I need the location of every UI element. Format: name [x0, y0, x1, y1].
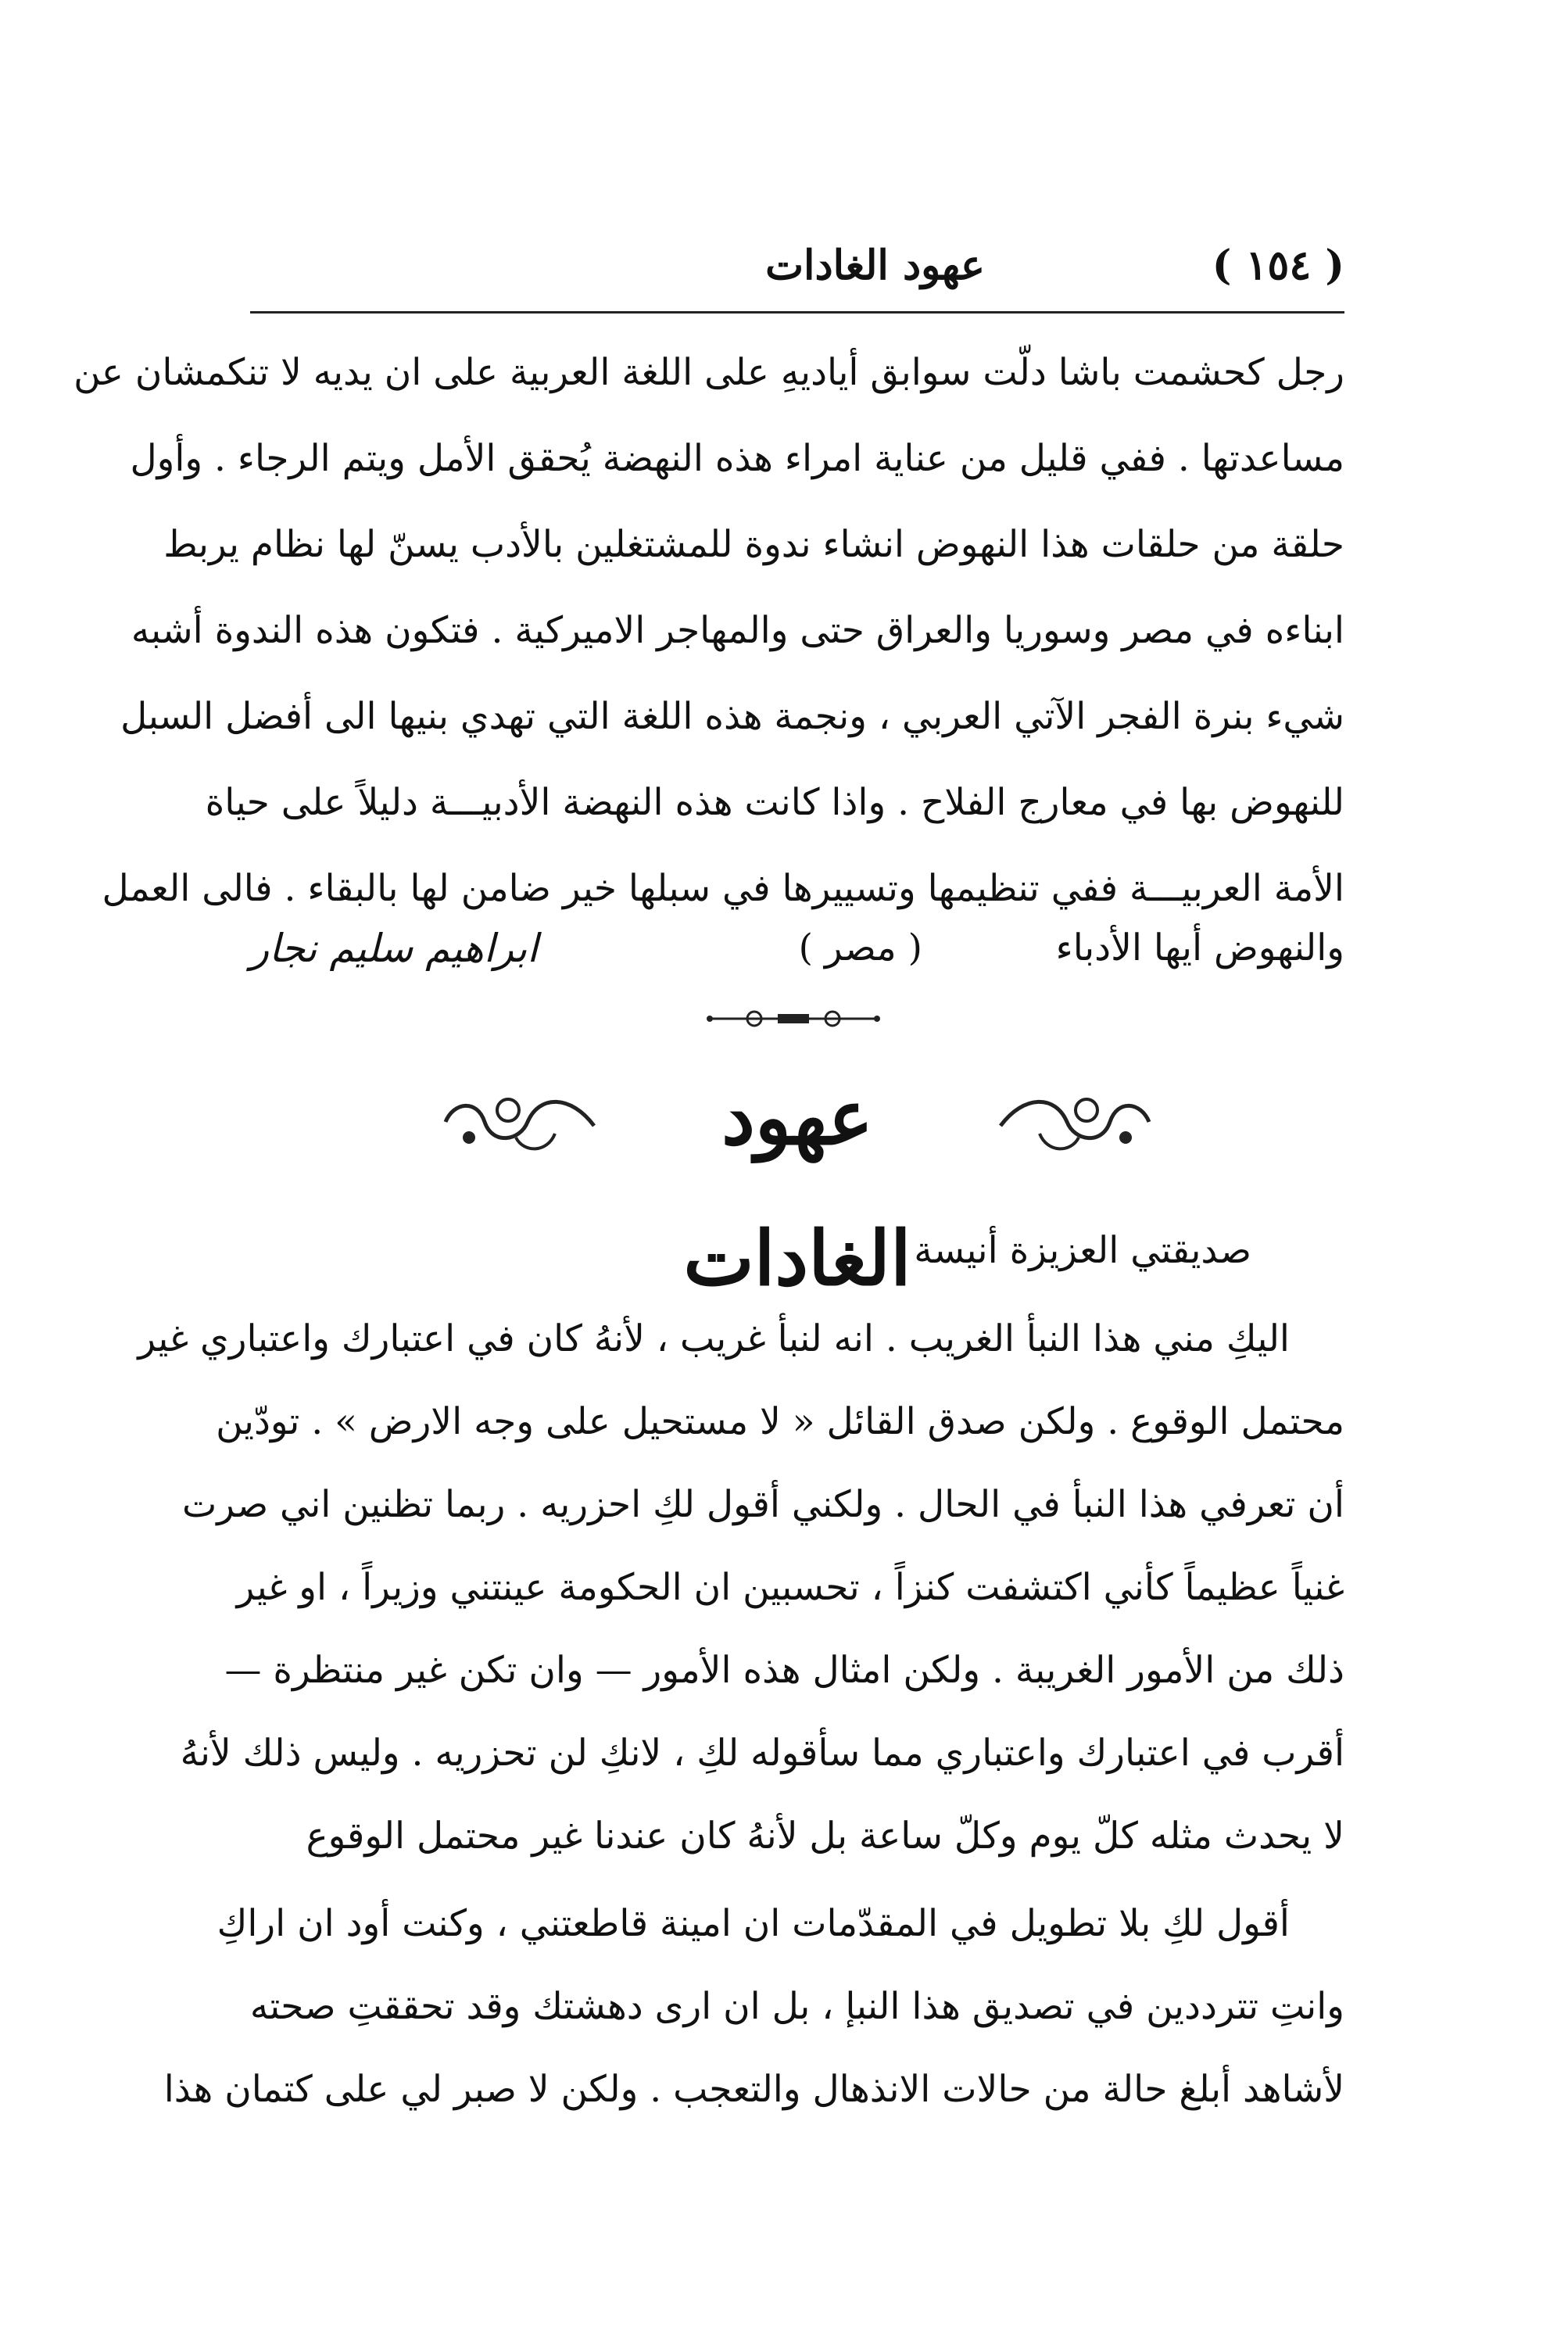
article-paragraph-1 [138, 1298, 1344, 1878]
text-line: اليكِ مني هذا النبأ الغريب . انه لنبأ غريب ، لأنهُ كان في اعتبارك واعتباري غير [138, 1317, 1290, 1360]
text-line: محتمل الوقوع . ولكن صدق القائل « لا مستحيل على وجه الارض » . تودّين [216, 1400, 1344, 1443]
article-title: عهود الغادات [683, 1073, 911, 1302]
text-line: مساعدتها . ففي قليل من عناية امراء هذه النهضة يُحقق الأمل ويتم الرجاء . وأول [130, 437, 1344, 480]
author-name: ابراهيم سليم نجار [250, 926, 539, 971]
text-line: ابناءه في مصر وسوريا والعراق حتى والمهاجر الاميركية . فتكون هذه الندوة أشبه [131, 609, 1344, 652]
title-flourish-right-icon [993, 1079, 1157, 1165]
text-line: للنهوض بها في معارج الفلاح . واذا كانت هذه النهضة الأدبيـــة دليلاً على حياة [205, 781, 1344, 824]
section-divider-ornament [703, 1005, 883, 1033]
page-number: ( ١٥٤ ) [1212, 242, 1344, 289]
text-line: لا يحدث مثله كلّ يوم وكلّ ساعة بل لأنهُ كان عندنا غير محتمل الوقوع [306, 1815, 1344, 1858]
running-head [250, 231, 1344, 301]
text-line: أقول لكِ بلا تطويل في المقدّمات ان امينة قاطعتني ، وكنت أود ان اراكِ [217, 1902, 1290, 1945]
text-line: لأشاهد أبلغ حالة من حالات الانذهال والتعجب . ولكن لا صبر لي على كتمان هذا [163, 2068, 1344, 2111]
running-title: عهود الغادات [765, 242, 985, 289]
text-line: حلقة من حلقات هذا النهوض انشاء ندوة للمشتغلين بالأدب يسنّ لها نظام يربط [163, 523, 1344, 566]
place-of-writing: ( مصر ) [798, 926, 922, 969]
text-line: رجل كحشمت باشا دلّت سوابق أياديهِ على اللغة العربية على ان يديه لا تنكمشان عن [73, 351, 1344, 394]
signature-line [250, 905, 1344, 991]
text-line: ذلك من الأمور الغريبة . ولكن امثال هذه الأمور — وان تكن غير منتظرة — [224, 1649, 1344, 1692]
text-line: أن تعرفي هذا النبأ في الحال . ولكني أقول لكِ احزريه . ربما تظنين اني صرت [182, 1483, 1344, 1526]
text-line: غنياً عظيماً كأني اكتشفت كنزاً ، تحسبين ان الحكومة عينتني وزيراً ، او غير [236, 1566, 1344, 1609]
text-line: الأمة العربيـــة ففي تنظيمها وتسييرها في سبلها خير ضامن لها بالبقاء . فالى العمل [102, 867, 1344, 910]
salutation: صديقتي العزيزة أنيسة [914, 1229, 1251, 1272]
closing-text: والنهوض أيها الأدباء [1055, 926, 1344, 969]
article-paragraph-2 [163, 1883, 1344, 2131]
previous-article-text [73, 330, 1344, 932]
title-flourish-left-icon [438, 1079, 602, 1165]
header-rule [250, 311, 1344, 314]
text-line: شيء بنرة الفجر الآتي العربي ، ونجمة هذه اللغة التي تهدي بنيها الى أفضل السبل [120, 695, 1344, 738]
text-line: أقرب في اعتبارك واعتباري مما سأقوله لكِ ، لانكِ لن تحزريه . وليس ذلك لأنهُ [180, 1732, 1344, 1775]
text-line: وانتِ تترددين في تصديق هذا النبإ ، بل ان ارى دهشتك وقد تحققتِ صحته [249, 1985, 1344, 2028]
